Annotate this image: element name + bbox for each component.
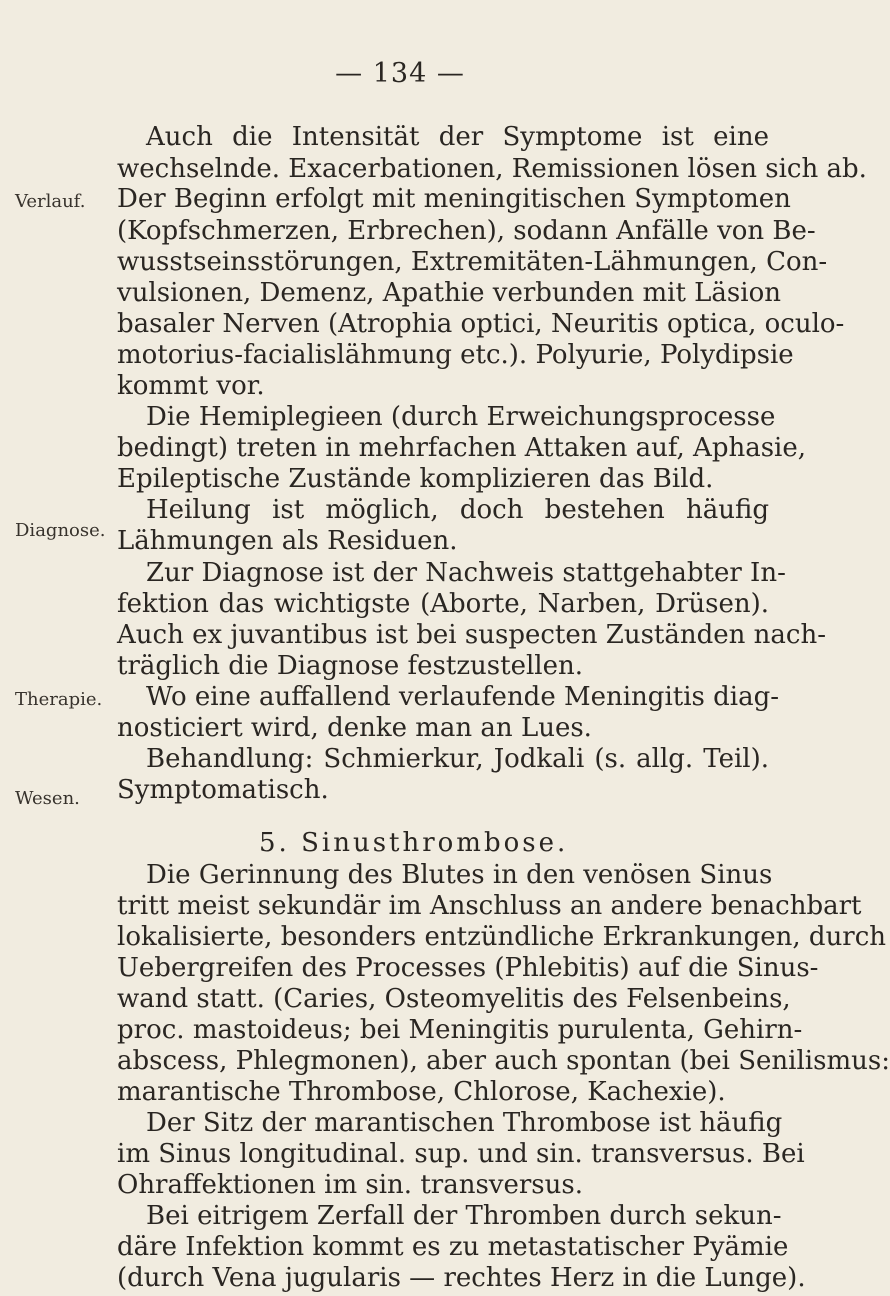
text-line: kommt vor. bbox=[117, 371, 265, 401]
text-line: wechselnde. Exacerbationen, Remissionen lösen sich ab. bbox=[117, 154, 867, 184]
text-line: Behandlung: Schmierkur, Jodkali (s. allg. Teil). bbox=[146, 744, 769, 774]
text-line: Ohraffektionen im sin. transversus. bbox=[117, 1170, 583, 1200]
text-line: bedingt) treten in mehrfachen Attaken auf, Aphasie, bbox=[117, 433, 807, 463]
margin-note-therapie: Therapie. bbox=[15, 689, 103, 710]
text-line: abscess, Phlegmonen), aber auch spontan (bei Senilismus: bbox=[117, 1046, 890, 1076]
text-line: Auch ex juvantibus ist bei suspecten Zuständen nach- bbox=[117, 620, 826, 650]
text-line: lokalisierte, besonders entzündliche Erkrankungen, durch bbox=[117, 922, 887, 952]
text-line: (Kopfschmerzen, Erbrechen), sodann Anfälle von Be- bbox=[117, 216, 816, 246]
text-line: proc. mastoideus; bei Meningitis purulenta, Gehirn- bbox=[117, 1015, 803, 1045]
text-line: wand statt. (Caries, Osteomyelitis des Felsenbeins, bbox=[117, 984, 791, 1014]
text-line: Bei eitrigem Zerfall der Thromben durch sekun- bbox=[146, 1201, 782, 1231]
text-line: Heilung ist möglich, doch bestehen häufig bbox=[146, 495, 769, 525]
text-line: nosticiert wird, denke man an Lues. bbox=[117, 713, 592, 743]
text-line: basaler Nerven (Atrophia optici, Neuritis optica, oculo- bbox=[117, 309, 845, 339]
text-line: (durch Vena jugularis — rechtes Herz in die Lunge). bbox=[117, 1263, 806, 1293]
text-line: fektion das wichtigste (Aborte, Narben, Drüsen). bbox=[117, 589, 769, 619]
text-line: Zur Diagnose ist der Nachweis stattgehabter In- bbox=[146, 558, 786, 588]
text-line: Der Sitz der marantischen Thrombose ist häufig bbox=[146, 1108, 783, 1138]
section-heading: 5. Sinusthrombose. bbox=[259, 828, 569, 858]
margin-note-diagnose: Diagnose. bbox=[15, 520, 106, 541]
text-line: Symptomatisch. bbox=[117, 775, 329, 805]
text-line: motorius-facialislähmung etc.). Polyurie, Polydipsie bbox=[117, 340, 794, 370]
text-line: im Sinus longitudinal. sup. und sin. transversus. Bei bbox=[117, 1139, 805, 1169]
text-line: vulsionen, Demenz, Apathie verbunden mit Läsion bbox=[117, 278, 781, 308]
text-line: däre Infektion kommt es zu metastatischer Pyämie bbox=[117, 1232, 789, 1262]
text-line: Die Gerinnung des Blutes in den venösen Sinus bbox=[146, 860, 773, 890]
margin-note-verlauf: Verlauf. bbox=[15, 191, 86, 212]
page-number: — 134 — bbox=[335, 58, 465, 89]
text-line: Die Hemiplegieen (durch Erweichungsprocesse bbox=[146, 402, 776, 432]
margin-note-wesen: Wesen. bbox=[15, 788, 80, 809]
text-line: Uebergreifen des Processes (Phlebitis) auf die Sinus- bbox=[117, 953, 819, 983]
text-line: Wo eine auffallend verlaufende Meningitis diag- bbox=[146, 682, 780, 712]
text-line: Der Beginn erfolgt mit meningitischen Symptomen bbox=[117, 184, 791, 214]
text-line: Epileptische Zustände komplizieren das Bild. bbox=[117, 464, 714, 494]
text-line: Auch die Intensität der Symptome ist eine bbox=[146, 122, 769, 152]
text-line: träglich die Diagnose festzustellen. bbox=[117, 651, 583, 681]
text-line: tritt meist sekundär im Anschluss an andere benachbart bbox=[117, 891, 862, 921]
text-line: wusstseinsstörungen, Extremitäten-Lähmungen, Con- bbox=[117, 247, 828, 277]
text-line: Lähmungen als Residuen. bbox=[117, 526, 458, 556]
text-line: marantische Thrombose, Chlorose, Kachexie). bbox=[117, 1077, 726, 1107]
